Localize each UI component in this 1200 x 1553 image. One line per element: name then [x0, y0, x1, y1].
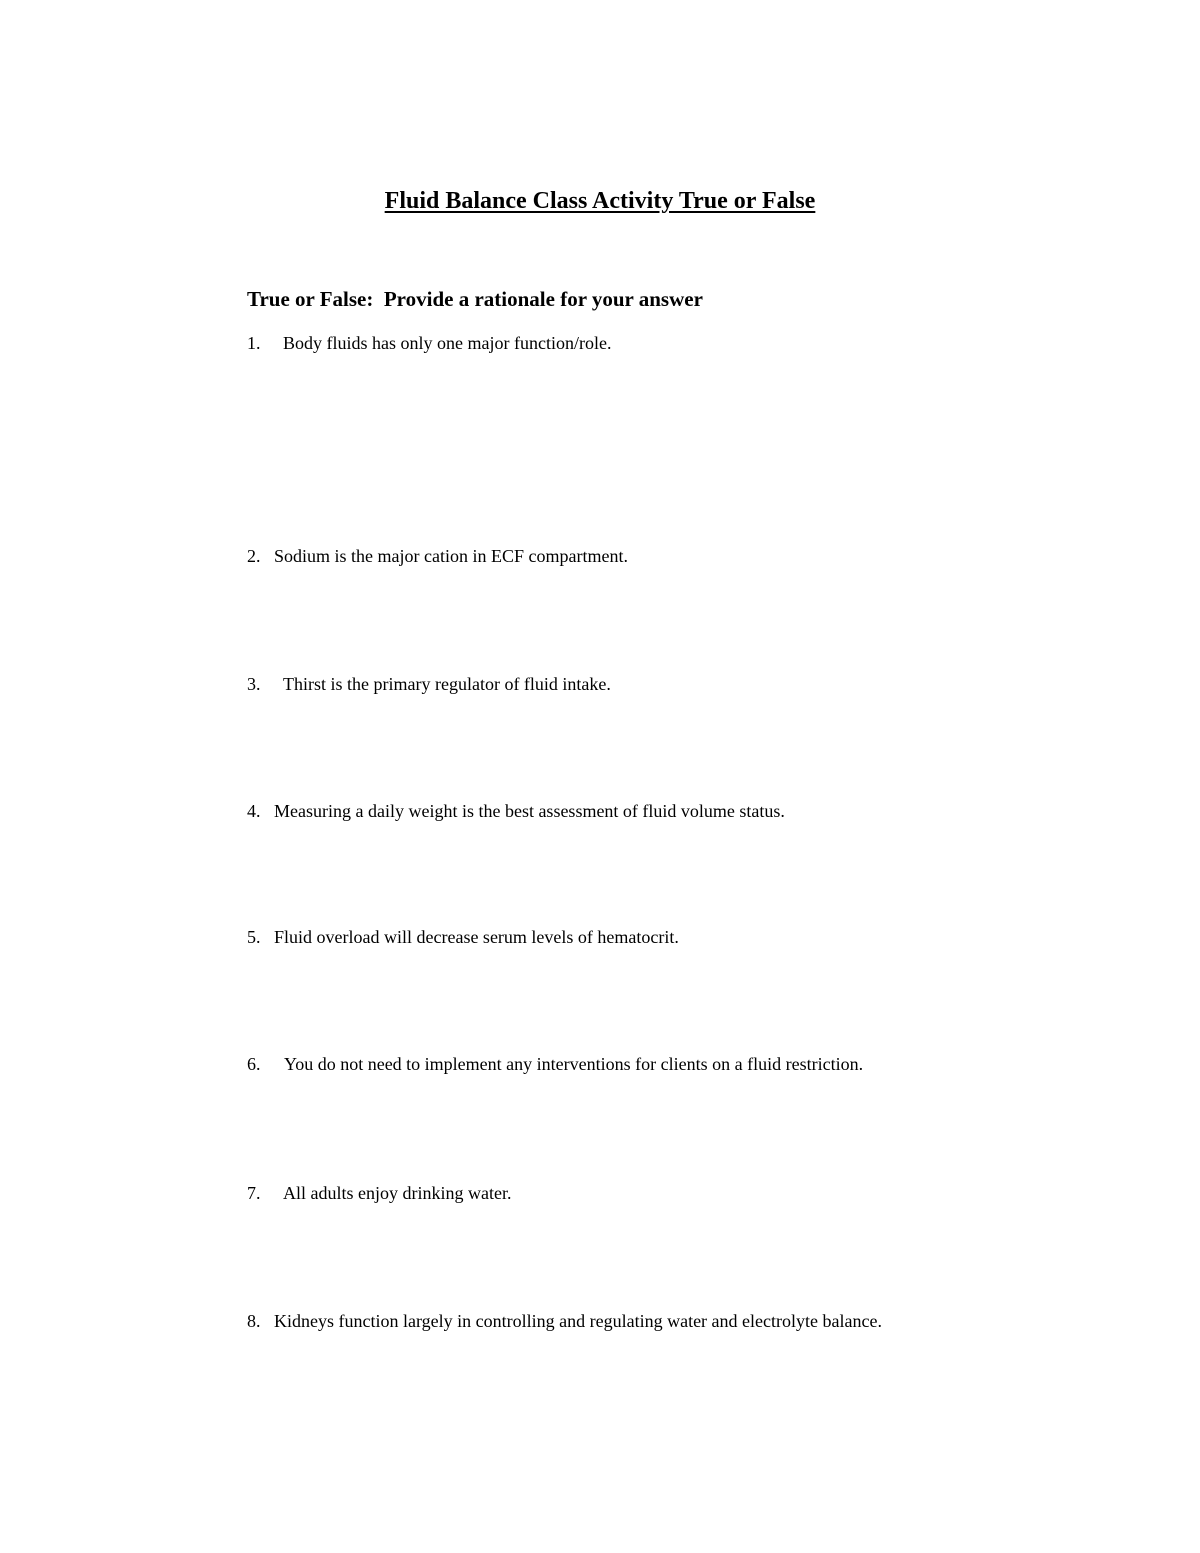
question-text: Fluid overload will decrease serum levels of hematocrit.: [274, 927, 679, 947]
question-number: 7.: [247, 1183, 261, 1203]
question-item: [247, 1311, 882, 1333]
question-text: Measuring a daily weight is the best assessment of fluid volume status.: [274, 801, 785, 821]
instructions-heading: True or False: Provide a rationale for your answer: [247, 287, 703, 311]
question-item: [247, 1183, 511, 1205]
document-title: Fluid Balance Class Activity True or False: [384, 188, 816, 214]
question-item: [247, 1054, 863, 1076]
question-item: [247, 674, 611, 696]
question-number: 2.: [247, 546, 261, 566]
question-number: 8.: [247, 1311, 261, 1331]
question-number: 5.: [247, 927, 261, 947]
question-text: Sodium is the major cation in ECF compartment.: [274, 546, 628, 566]
question-item: [247, 801, 785, 823]
question-number: 1.: [247, 333, 261, 353]
question-text: Body fluids has only one major function/role.: [283, 333, 612, 353]
question-number: 6.: [247, 1054, 261, 1074]
question-text: All adults enjoy drinking water.: [283, 1183, 512, 1203]
question-text: Kidneys function largely in controlling and regulating water and electrolyte balance.: [274, 1311, 882, 1331]
question-item: [247, 546, 628, 568]
question-text: You do not need to implement any interventions for clients on a fluid restriction.: [284, 1054, 864, 1074]
question-item: [247, 333, 611, 355]
question-number: 3.: [247, 674, 261, 694]
question-item: [247, 927, 679, 949]
question-text: Thirst is the primary regulator of fluid intake.: [283, 674, 611, 694]
question-number: 4.: [247, 801, 261, 821]
